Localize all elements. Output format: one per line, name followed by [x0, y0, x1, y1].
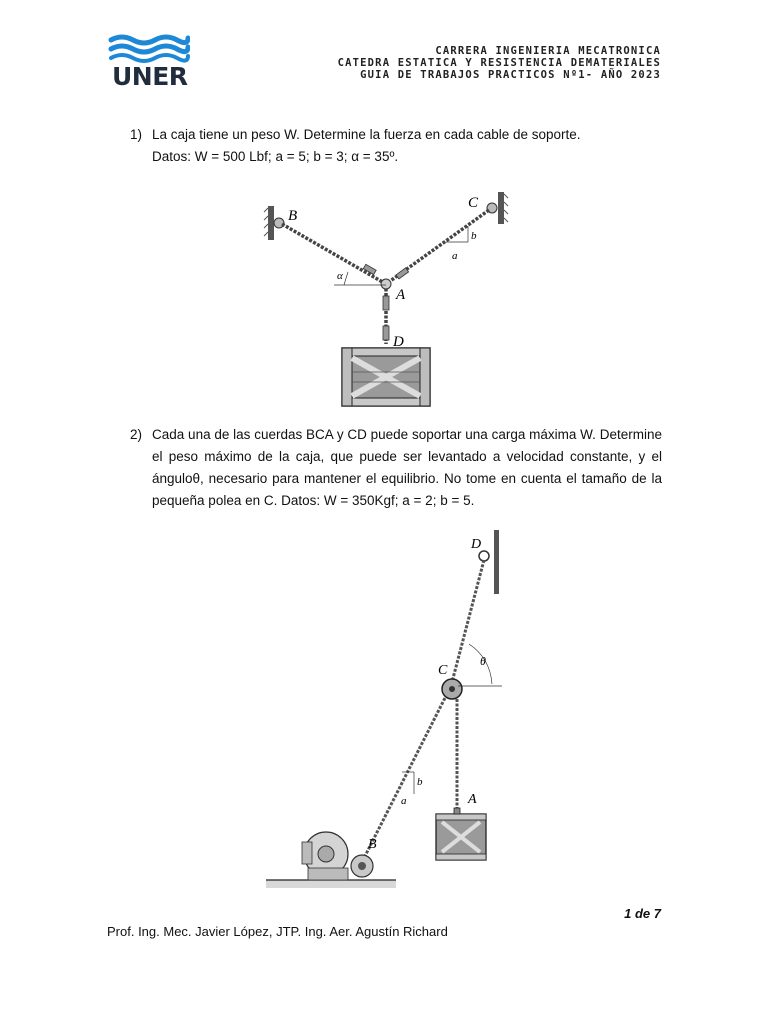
cable-ab: [282, 224, 386, 284]
label-alpha: α: [337, 270, 343, 282]
problem-1: [130, 124, 670, 168]
problem-2: [130, 424, 662, 512]
label-theta: θ: [480, 654, 486, 668]
problem-1-number: 1): [130, 127, 143, 142]
label-d: D: [471, 537, 482, 552]
problem-1-statement: La caja tiene un peso W. Determine la fuerza en cada cable de soporte.: [152, 127, 581, 142]
wall-d: [494, 530, 499, 594]
label-b: B: [288, 208, 298, 224]
left-wall-support: [264, 206, 284, 240]
header-line-guide: GUIA DE TRABAJOS PRACTICOS Nº1- AÑO 2023: [360, 69, 661, 81]
problem-1-figure: [262, 186, 510, 412]
label-a-length: a: [452, 250, 458, 262]
problem-2-statement: Cada una de las cuerdas BCA y CD puede soportar una carga máxima W. Determine el peso máximo de la caja, que puede ser levantado a velocidad constante, y el ánguloθ, necesario para mantener el equilibrio. No tome en cuenta el tamaño de la pequeña polea en C. Datos: W = 350Kgf; a = 2; b = 5.: [152, 427, 662, 508]
header-line-career: CARRERA INGENIERIA MECATRONICA: [435, 45, 661, 57]
crate: [342, 348, 430, 406]
label-d: D: [393, 334, 404, 350]
label-c: C: [468, 195, 479, 211]
problem-1-data: Datos: W = 500 Lbf; a = 5; b = 3; α = 35º.: [152, 149, 399, 164]
document-header: [338, 45, 661, 81]
label-b-length: b: [471, 230, 477, 242]
page-number: 1 de 7: [624, 906, 661, 921]
header-line-course: CATEDRA ESTATICA Y RESISTENCIA DEMATERIALES: [337, 57, 661, 69]
right-wall-support: [487, 192, 508, 224]
crate-a: [436, 808, 486, 860]
label-a-point: A: [468, 792, 477, 807]
uner-logo-text: UNER: [112, 62, 188, 91]
label-b-point: B: [368, 837, 377, 852]
problem-2-figure: [262, 524, 512, 896]
label-c: C: [438, 663, 448, 678]
label-a-point: A: [396, 287, 406, 303]
footer-authors: Prof. Ing. Mec. Javier López, JTP. Ing. Aer. Agustín Richard: [107, 924, 448, 939]
label-b-length: b: [417, 776, 423, 788]
label-a-length: a: [401, 795, 407, 807]
problem-2-number: 2): [130, 427, 143, 442]
